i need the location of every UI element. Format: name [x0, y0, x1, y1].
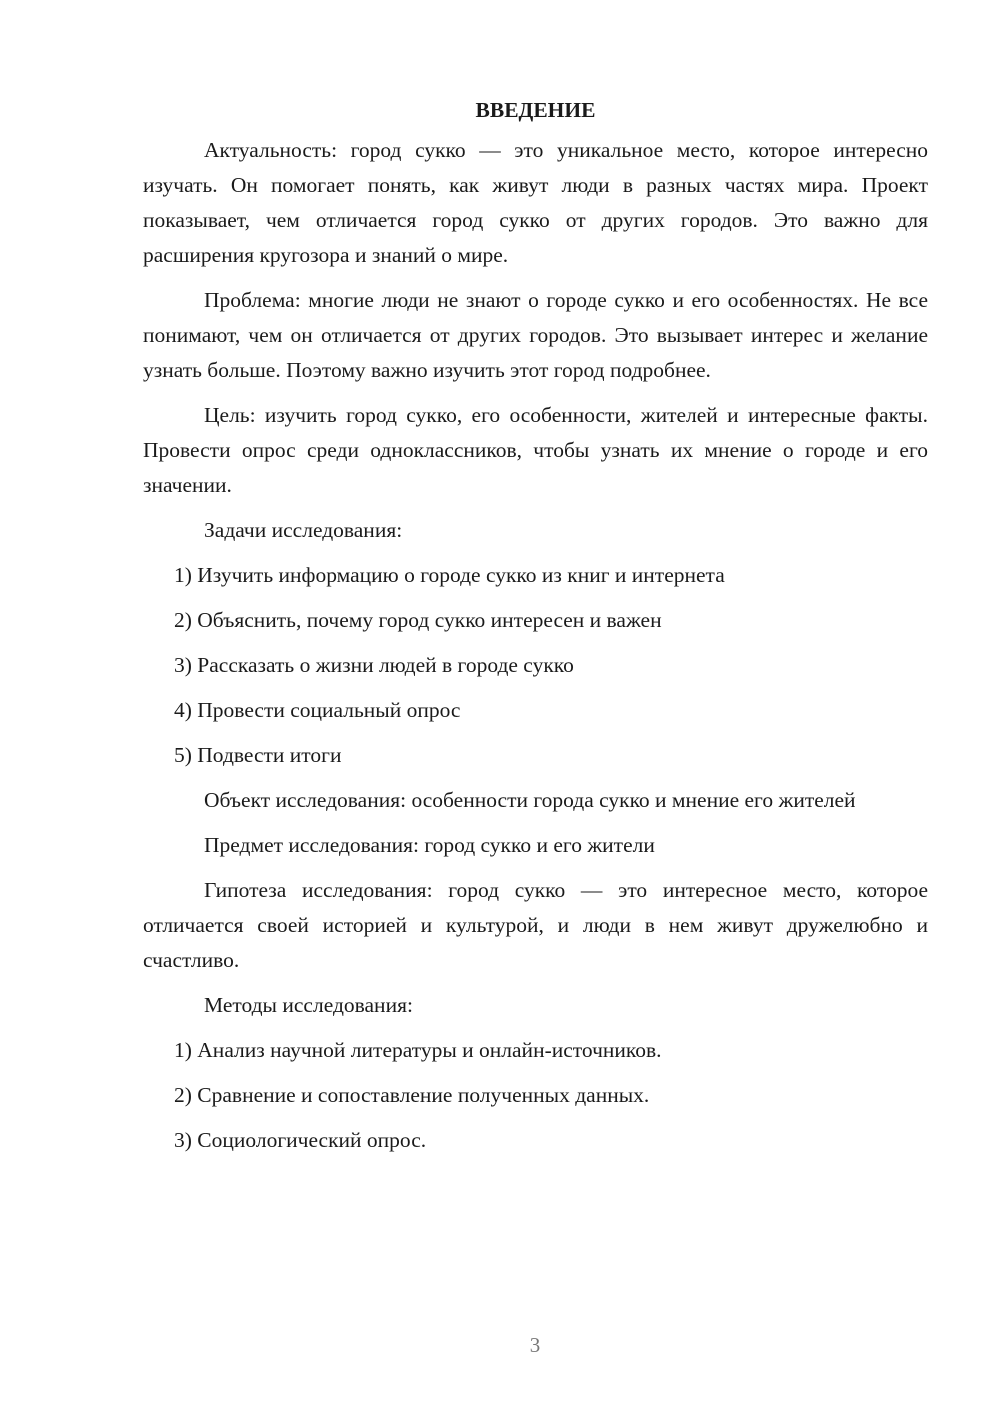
document-body: [143, 94, 928, 1168]
methods-heading: Методы исследования:: [204, 993, 413, 1017]
list-item: 1) Изучить информацию о городе сукко из книг и интернета: [174, 563, 725, 587]
list-item: 2) Объяснить, почему город сукко интересен и важен: [174, 608, 662, 632]
page-title: ВВЕДЕНИЕ: [475, 98, 596, 122]
relevance-paragraph: Актуальность: город сукко — это уникальное место, которое интересно изучать. Он помогает понять, как живут люди в разных частях мира. Проект показывает, чем отличается город сукко от других городов. Это важно для расширения кругозора и знаний о мире.: [143, 138, 928, 267]
page-number: 3: [529, 1333, 541, 1357]
subject-paragraph: Предмет исследования: город сукко и его жители: [204, 833, 655, 857]
tasks-heading: Задачи исследования:: [204, 518, 403, 542]
object-paragraph: Объект исследования: особенности города сукко и мнение его жителей: [204, 788, 856, 812]
tasks-list: [143, 558, 928, 773]
hypothesis-paragraph: Гипотеза исследования: город сукко — это интересное место, которое отличается своей историей и культурой, и люди в нем живут дружелюбно и счастливо.: [143, 878, 928, 972]
goal-paragraph: Цель: изучить город сукко, его особенности, жителей и интересные факты. Провести опрос среди одноклассников, чтобы узнать их мнение о городе и его значении.: [143, 403, 928, 497]
list-item: 2) Сравнение и сопоставление полученных данных.: [174, 1083, 650, 1107]
problem-paragraph: Проблема: многие люди не знают о городе сукко и его особенностях. Не все понимают, чем он отличается от других городов. Это вызывает интерес и желание узнать больше. Поэтому важно изучить этот город подробнее.: [143, 288, 928, 382]
methods-list: [143, 1033, 928, 1158]
list-item: 3) Социологический опрос.: [174, 1128, 427, 1152]
list-item: 4) Провести социальный опрос: [174, 698, 461, 722]
list-item: 1) Анализ научной литературы и онлайн-источников.: [174, 1038, 662, 1062]
list-item: 3) Рассказать о жизни людей в городе сукко: [174, 653, 574, 677]
list-item: 5) Подвести итоги: [174, 743, 342, 767]
